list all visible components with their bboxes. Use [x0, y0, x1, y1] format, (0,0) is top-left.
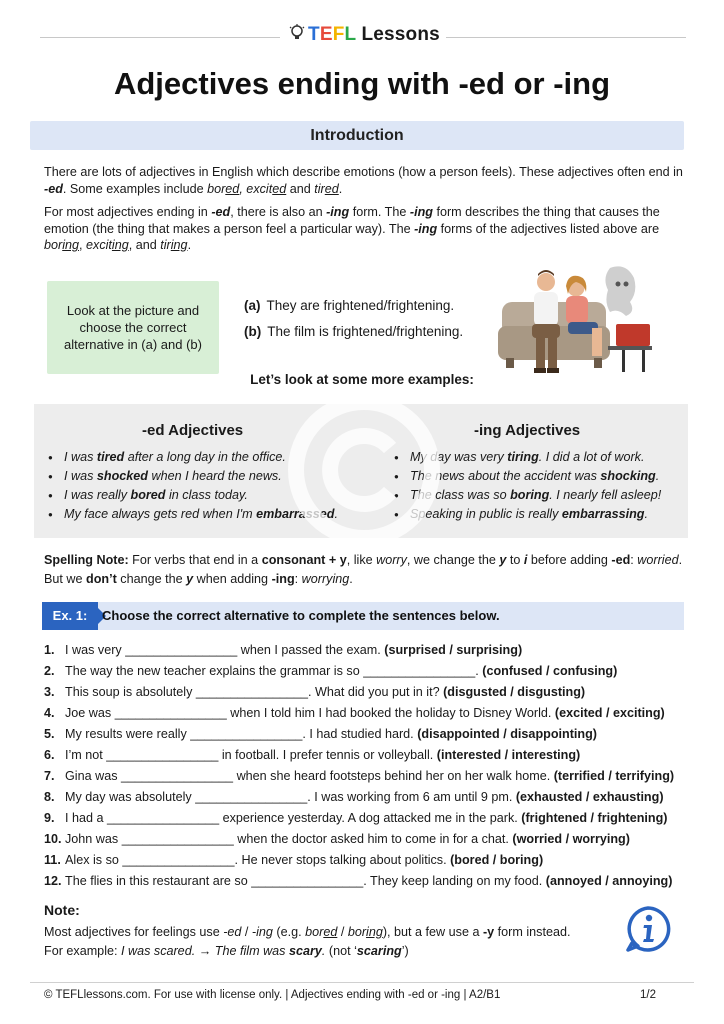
table-row	[44, 871, 694, 892]
answer-blank[interactable]: ________________	[251, 874, 364, 888]
examples-panel	[34, 404, 688, 538]
answer-blank[interactable]: ________________	[114, 706, 227, 720]
question-text-before: Gina was	[65, 769, 121, 783]
answer-options: (exhausted / exhausting)	[515, 790, 664, 804]
question-number: 5.	[44, 727, 55, 741]
ing-adjectives-heading: -ing Adjectives	[474, 422, 581, 439]
list-item: ● The news about the accident was shocking.	[392, 467, 661, 486]
answer-options: (worried / worrying)	[512, 832, 630, 846]
table-row	[44, 808, 694, 829]
option-a-label: (a)	[244, 298, 261, 313]
introduction-heading: Introduction	[30, 121, 684, 150]
exercise-badge: Ex. 1:	[42, 602, 98, 630]
question-text-before: The flies in this restaurant are so	[65, 874, 252, 888]
exercise-header	[42, 602, 684, 630]
question-number: 11.	[44, 853, 61, 867]
option-a-text: They are frightened/frightening.	[266, 298, 455, 313]
question-text-before: Alex is so	[65, 853, 123, 867]
question-text-after: when I passed the exam.	[237, 643, 385, 657]
picture-task-option-a	[244, 298, 454, 313]
question-text-after: when I told him I had booked the holiday to Disney World.	[226, 706, 555, 720]
answer-blank[interactable]: ________________	[121, 769, 234, 783]
answer-options: (bored / boring)	[450, 853, 544, 867]
answer-options: (frightened / frightening)	[521, 811, 668, 825]
question-text-after: in football. I prefer tennis or volleyball.	[218, 748, 437, 762]
question-text-before: I was very	[65, 643, 126, 657]
answer-options: (excited / exciting)	[554, 706, 665, 720]
table-row	[44, 745, 694, 766]
ed-adjectives-heading: -ed Adjectives	[142, 422, 244, 439]
frightened-couple-illustration	[498, 262, 658, 382]
question-text-before: I’m not	[65, 748, 107, 762]
question-text-after: when she heard footsteps behind her on her walk home.	[233, 769, 554, 783]
answer-options: (terrified / terrifying)	[553, 769, 675, 783]
table-row	[44, 766, 694, 787]
list-item: ● My face always gets red when I'm embarrassed.	[46, 505, 338, 524]
table-row	[44, 640, 694, 661]
table-row	[44, 661, 694, 682]
note-title: Note:	[44, 902, 80, 918]
logo-letter-e: E	[319, 24, 333, 45]
logo-divider-left	[40, 37, 280, 38]
answer-blank[interactable]: ________________	[363, 664, 476, 678]
question-text-after: . I was working from 6 am until 9 pm.	[307, 790, 516, 804]
footer-text: © TEFLlessons.com. For use with license only. | Adjectives ending with -ed or -ing | A2/B1	[44, 989, 501, 1001]
list-item: ● I was shocked when I heard the news.	[46, 467, 338, 486]
question-text-before: I had a	[65, 811, 108, 825]
ed-examples-list	[46, 448, 338, 524]
page-title: Adjectives ending with -ed or -ing	[113, 66, 611, 101]
info-icon	[624, 905, 672, 953]
page-number: 1/2	[640, 989, 656, 1001]
answer-options: (interested / interesting)	[436, 748, 581, 762]
table-row	[44, 850, 694, 871]
answer-options: (annoyed / annoying)	[545, 874, 673, 888]
table-row	[44, 829, 694, 850]
question-text-after: . He never stops talking about politics.	[234, 853, 451, 867]
question-number: 3.	[44, 685, 55, 699]
spelling-note: Spelling Note: For verbs that end in a consonant + y, like worry, we change the y to i before adding -ed: worried. But we don’t change the y when adding -ing: worrying.	[44, 553, 683, 586]
answer-blank[interactable]: ________________	[190, 727, 303, 741]
logo-letter-f: F	[332, 24, 345, 45]
question-text-after: .	[475, 664, 483, 678]
footer-divider	[30, 982, 694, 983]
answer-blank[interactable]: ________________	[122, 853, 235, 867]
question-text-before: John was	[65, 832, 122, 846]
question-number: 12.	[44, 874, 62, 888]
option-b-text: The film is frightened/frightening.	[267, 324, 464, 339]
answer-blank[interactable]: ________________	[106, 748, 219, 762]
exercise-instruction: Choose the correct alternative to complete the sentences below.	[102, 608, 500, 623]
question-number: 7.	[44, 769, 55, 783]
table-row	[44, 682, 694, 703]
question-number: 6.	[44, 748, 55, 762]
question-text-before: My day was absolutely	[65, 790, 196, 804]
question-number: 1.	[44, 643, 55, 657]
table-row	[44, 703, 694, 724]
option-b-label: (b)	[244, 324, 262, 339]
intro-paragraph-2: For most adjectives ending in -ed, there is also an -ing form. The -ing form describes the thing that causes the emotion (the thing that makes a person feel a particular way). The -ing forms of the adjectives listed above are boring, exciting, and tiring.	[44, 205, 660, 252]
question-number: 9.	[44, 811, 55, 825]
question-text-before: This soup is absolutely	[65, 685, 196, 699]
question-number: 10.	[44, 832, 62, 846]
lightbulb-icon	[288, 24, 306, 42]
answer-options: (disappointed / disappointing)	[417, 727, 597, 741]
logo-letter-t: T	[308, 24, 320, 45]
answer-options: (disgusted / disgusting)	[443, 685, 586, 699]
logo-row	[0, 22, 724, 52]
more-examples-heading: Let’s look at some more examples:	[250, 372, 474, 387]
question-text-after: . What did you put in it?	[307, 685, 444, 699]
logo-word-lessons: Lessons	[355, 24, 440, 45]
table-row	[44, 787, 694, 808]
table-row	[44, 724, 694, 745]
answer-options: (confused / confusing)	[482, 664, 618, 678]
logo-divider-right	[446, 37, 686, 38]
question-number: 8.	[44, 790, 55, 804]
answer-blank[interactable]: ________________	[125, 643, 238, 657]
intro-paragraph-1: There are lots of adjectives in English which describe emotions (how a person feels). These adjectives often end in -ed. Some examples include bored, excited and tired.	[44, 165, 683, 196]
list-item: ● Speaking in public is really embarrassing.	[392, 505, 661, 524]
list-item: ● My day was very tiring. I did a lot of work.	[392, 448, 661, 467]
answer-blank[interactable]: ________________	[195, 685, 308, 699]
question-text-after: experience yesterday. A dog attacked me in the park.	[219, 811, 522, 825]
answer-options: (surprised / surprising)	[384, 643, 523, 657]
answer-blank[interactable]: ________________	[195, 790, 308, 804]
picture-task-instruction: Look at the picture and choose the correct alternative in (a) and (b)	[47, 281, 219, 374]
answer-blank[interactable]: ________________	[107, 811, 220, 825]
question-text-before: The way the new teacher explains the grammar is so	[65, 664, 364, 678]
question-number: 4.	[44, 706, 55, 720]
ing-examples-list	[392, 448, 661, 524]
question-text-after: when the doctor asked him to come in for a chat.	[233, 832, 513, 846]
list-item: ● I was tired after a long day in the office.	[46, 448, 338, 467]
question-text-before: Joe was	[65, 706, 115, 720]
exercise-questions	[44, 640, 694, 892]
question-text-after: . They keep landing on my food.	[363, 874, 546, 888]
tefl-lessons-logo	[288, 24, 440, 46]
list-item: ● I was really bored in class today.	[46, 486, 338, 505]
answer-blank[interactable]: ________________	[121, 832, 234, 846]
note-text: Most adjectives for feelings use -ed / -ing (e.g. bored / boring), but a few use a -y form instead. For example: I was scared. → The film was scary. (not ‘scaring’)	[44, 925, 571, 958]
list-item: ● The class was so boring. I nearly fell asleep!	[392, 486, 661, 505]
picture-task-option-b	[244, 324, 463, 339]
logo-letter-l: L	[344, 24, 356, 45]
question-text-before: My results were really	[65, 727, 191, 741]
question-number: 2.	[44, 664, 55, 678]
question-text-after: . I had studied hard.	[302, 727, 418, 741]
